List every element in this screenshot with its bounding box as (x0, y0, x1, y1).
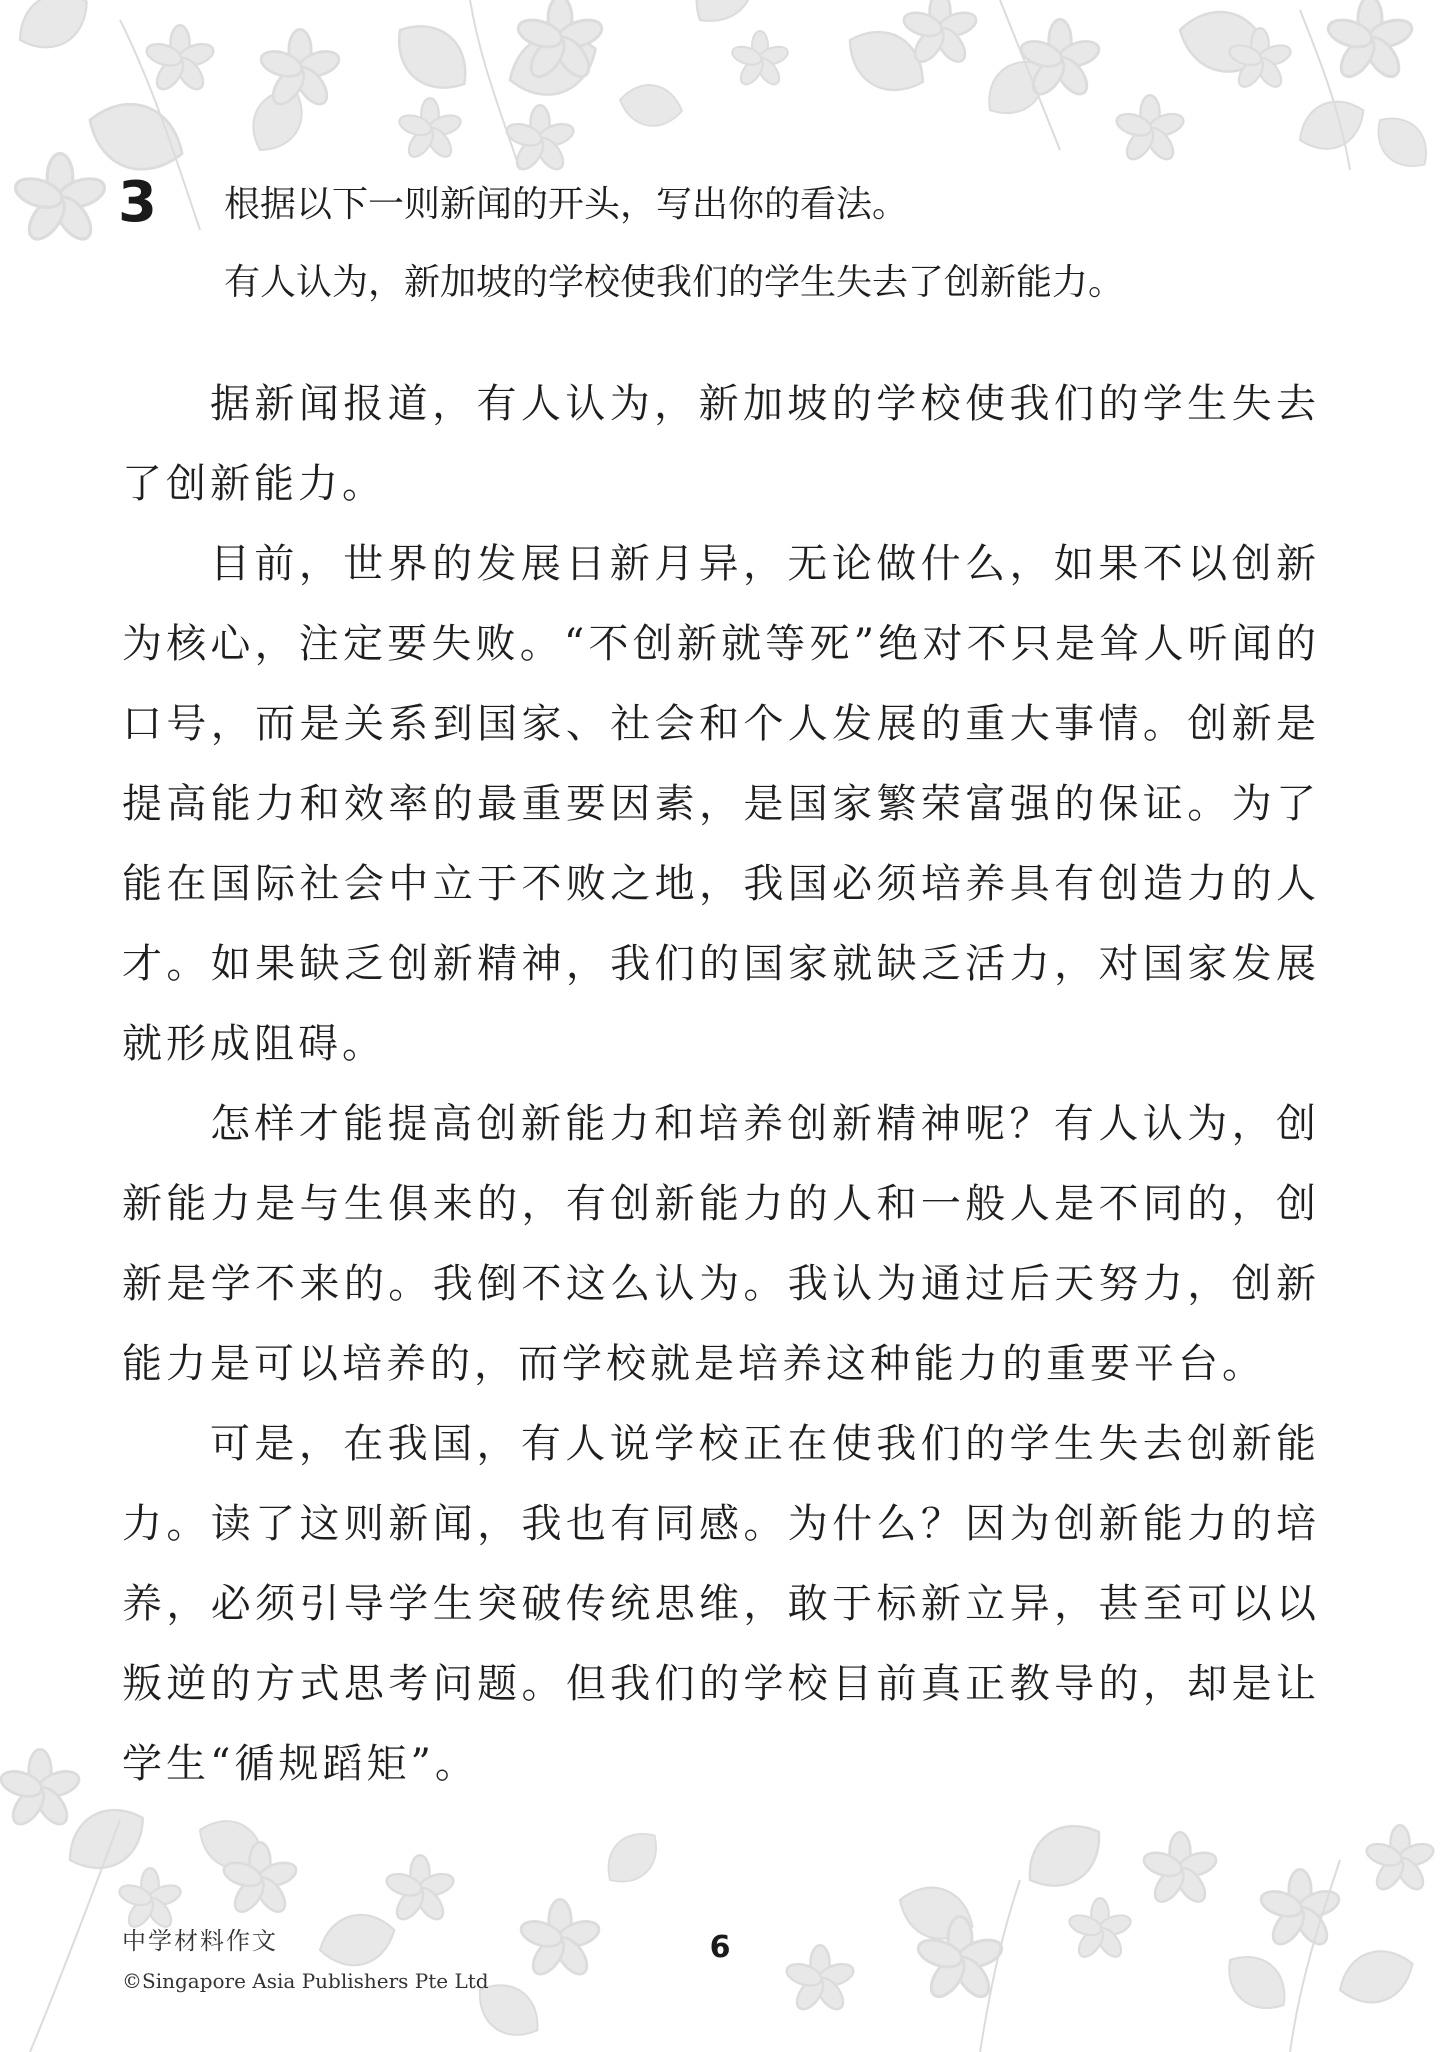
news-headline: 有人认为，新加坡的学校使我们的学生失去了创新能力。 (224, 262, 1125, 303)
question-number: 3 (118, 170, 157, 235)
question-prompt: 根据以下一则新闻的开头，写出你的看法。 (224, 184, 909, 225)
essay-paragraph: 怎样才能提高创新能力和培养创新精神呢？有人认为，创新能力是与生俱来的，有创新能力的人和一般人是不同的，创新是学不来的。我倒不这么认为。我认为通过后天努力，创新能力是可以培养的，而学校就是培养这种能力的重要平台。 (122, 1101, 1320, 1387)
essay-body (122, 364, 1320, 1804)
essay-paragraph: 据新闻报道，有人认为，新加坡的学校使我们的学生失去了创新能力。 (122, 381, 1320, 507)
page-number: 6 (709, 1930, 731, 1965)
footer-copyright: ©Singapore Asia Publishers Pte Ltd (122, 1969, 489, 1993)
footer-book-title: 中学材料作文 (122, 1927, 278, 1955)
essay-paragraph: 目前，世界的发展日新月异，无论做什么，如果不以创新为核心，注定要失败。“不创新就等死”绝对不只是耸人听闻的口号，而是关系到国家、社会和个人发展的重大事情。创新是提高能力和效率的最重要因素，是国家繁荣富强的保证。为了能在国际社会中立于不败之地，我国必须培养具有创造力的人才。如果缺乏创新精神，我们的国家就缺乏活力，对国家发展就形成阻碍。 (122, 541, 1320, 1067)
essay-paragraph: 可是，在我国，有人说学校正在使我们的学生失去创新能力。读了这则新闻，我也有同感。为什么？因为创新能力的培养，必须引导学生突破传统思维，敢于标新立异，甚至可以以叛逆的方式思考问题。但我们的学校目前真正教导的，却是让学生“循规蹈矩”。 (122, 1421, 1320, 1787)
